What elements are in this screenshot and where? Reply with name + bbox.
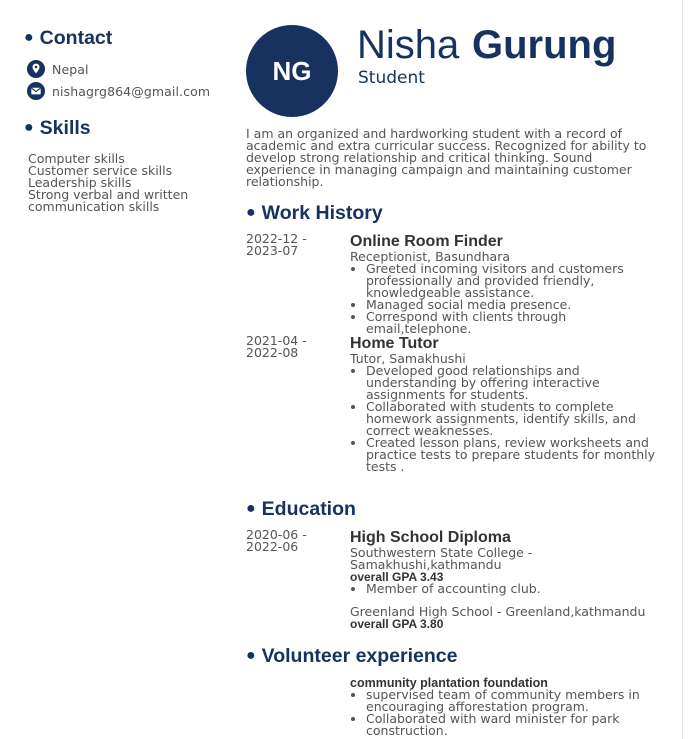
candidate-name bbox=[357, 22, 616, 68]
entry-body bbox=[350, 335, 660, 473]
skill-item: Customer service skills bbox=[28, 163, 173, 178]
envelope-icon bbox=[27, 82, 45, 100]
avatar: NG bbox=[246, 25, 338, 117]
bullet-item: • Collaborated with students to complete homework assignments, identify skills, and correct weaknesses. bbox=[366, 401, 660, 437]
date-end: 2022-08 bbox=[246, 345, 299, 360]
date-start: 2020-06 - bbox=[246, 527, 307, 542]
summary-line: academic and extra curricular success. Recognized for ability to bbox=[246, 138, 647, 153]
entry-body bbox=[350, 677, 660, 737]
skill-item: Strong verbal and written bbox=[28, 187, 189, 202]
school-name: Southwestern State College - Samakhushi,kathmandu bbox=[350, 545, 533, 572]
contact-list bbox=[27, 58, 224, 102]
organization-name: community plantation foundation bbox=[350, 676, 548, 690]
summary-line: develop strong relationship and critical thinking. Sound bbox=[246, 150, 593, 165]
entry-bullets bbox=[350, 365, 660, 473]
skills-list bbox=[28, 153, 224, 213]
bullet-item: • Managed social media presence. bbox=[366, 299, 660, 311]
entry-date bbox=[246, 335, 336, 359]
page-edge bbox=[682, 0, 683, 739]
entry-title: Online Room Finder bbox=[350, 233, 503, 250]
gpa: overall GPA 3.43 bbox=[350, 570, 444, 584]
first-name: Nisha bbox=[357, 23, 460, 67]
skills-heading: ● Skills bbox=[24, 117, 91, 139]
bullet-item: • Collaborated with ward minister for park construction. bbox=[366, 713, 660, 737]
summary-line: I am an organized and hardworking student with a record of bbox=[246, 126, 623, 141]
entry-body bbox=[350, 233, 660, 335]
entry-date bbox=[246, 233, 336, 257]
entry-date bbox=[246, 529, 336, 553]
entry-body bbox=[350, 529, 660, 630]
summary-line: relationship. bbox=[246, 174, 324, 189]
entry-bullets bbox=[350, 583, 660, 595]
map-pin-icon bbox=[27, 60, 45, 78]
summary bbox=[246, 128, 666, 188]
work-history-heading: ● Work History bbox=[246, 202, 383, 224]
bullet-item: • supervised team of community members in encouraging afforestation program. bbox=[366, 689, 660, 713]
entry-bullets bbox=[350, 689, 660, 737]
school-name-2: Greenland High School - Greenland,kathmandu bbox=[350, 604, 646, 619]
date-start: 2022-12 - bbox=[246, 231, 307, 246]
skill-item: Leadership skills bbox=[28, 175, 132, 190]
date-start: 2021-04 - bbox=[246, 333, 307, 348]
entry-subtitle: Tutor, Samakhushi bbox=[350, 351, 466, 366]
contact-email bbox=[27, 80, 224, 102]
sidebar bbox=[24, 26, 224, 213]
bullet-item: • Correspond with clients through email,telephone. bbox=[366, 311, 660, 335]
contact-location bbox=[27, 58, 224, 80]
entry-title: High School Diploma bbox=[350, 529, 511, 546]
bullet-item: • Greeted incoming visitors and customers professionally and provided friendly, knowledgeable assistance. bbox=[366, 263, 660, 299]
last-name: Gurung bbox=[471, 23, 617, 67]
education-heading: ● Education bbox=[246, 498, 356, 520]
entry-bullets bbox=[350, 263, 660, 335]
entry-subtitle: Receptionist, Basundhara bbox=[350, 249, 510, 264]
email-link[interactable]: nishagrg864@gmail.com bbox=[52, 83, 211, 99]
bullet-item: • Member of accounting club. bbox=[366, 583, 660, 595]
candidate-role: Student bbox=[358, 68, 425, 88]
location-text: Nepal bbox=[52, 61, 89, 77]
date-end: 2023-07 bbox=[246, 243, 299, 258]
bullet-item: • Developed good relationships and understanding by offering interactive assignments for students. bbox=[366, 365, 660, 401]
entry-title: Home Tutor bbox=[350, 335, 439, 352]
skill-item: communication skills bbox=[28, 199, 160, 214]
summary-line: experience in managing campaign and maintaining customer bbox=[246, 162, 632, 177]
bullet-item: • Created lesson plans, review worksheets and practice tests to prepare students for monthly tests . bbox=[366, 437, 660, 473]
volunteer-heading: ● Volunteer experience bbox=[246, 645, 458, 667]
date-end: 2022-06 bbox=[246, 539, 299, 554]
contact-heading: ● Contact bbox=[24, 27, 113, 49]
skill-item: Computer skills bbox=[28, 151, 125, 166]
gpa-2: overall GPA 3.80 bbox=[350, 617, 444, 631]
